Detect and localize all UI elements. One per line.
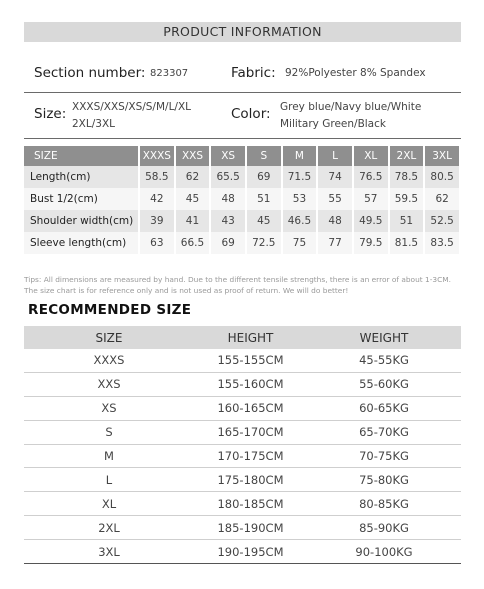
- size-chart-header: 2XL: [390, 146, 426, 166]
- table-cell: 155-155CM: [194, 349, 307, 372]
- size-chart-table: [24, 146, 461, 254]
- section-number-label: Section number:: [34, 65, 146, 81]
- table-cell: 76.5: [354, 166, 390, 188]
- color-value-line2: Military Green/Black: [280, 118, 386, 130]
- table-cell: 62: [425, 188, 461, 210]
- table-cell: 45-55KG: [307, 349, 461, 372]
- table-cell: 45: [176, 188, 212, 210]
- table-cell: 71.5: [283, 166, 319, 188]
- recommended-header: SIZE: [24, 326, 194, 349]
- table-cell: 70-75KG: [307, 444, 461, 468]
- table-cell: 90-100KG: [307, 540, 461, 564]
- size-chart-header: M: [283, 146, 319, 166]
- table-cell: 81.5: [390, 232, 426, 254]
- fabric-label: Fabric:: [231, 65, 276, 81]
- recommended-header-row: [24, 326, 461, 349]
- table-row: [24, 492, 461, 516]
- table-cell: 57: [354, 188, 390, 210]
- table-row: [24, 210, 461, 232]
- table-cell: 180-185CM: [194, 492, 307, 516]
- size-value-line2: 2XL/3XL: [72, 118, 115, 130]
- table-cell: 51: [247, 188, 283, 210]
- table-cell: 69: [247, 166, 283, 188]
- fabric-value: 92%Polyester 8% Spandex: [285, 67, 426, 79]
- table-cell: 69: [211, 232, 247, 254]
- table-cell: 74: [318, 166, 354, 188]
- table-cell: 77: [318, 232, 354, 254]
- table-cell: 80-85KG: [307, 492, 461, 516]
- table-cell: 165-170CM: [194, 420, 307, 444]
- table-cell: 63: [140, 232, 176, 254]
- size-chart-header: XS: [211, 146, 247, 166]
- table-cell: 83.5: [425, 232, 461, 254]
- table-cell: 48: [211, 188, 247, 210]
- table-cell: 75: [283, 232, 319, 254]
- table-row: [24, 372, 461, 396]
- table-cell: 62: [176, 166, 212, 188]
- table-cell: 190-195CM: [194, 540, 307, 564]
- table-cell: 52.5: [425, 210, 461, 232]
- product-info-banner: [24, 22, 461, 42]
- table-cell: 155-160CM: [194, 372, 307, 396]
- table-cell: 46.5: [283, 210, 319, 232]
- table-cell: 60-65KG: [307, 396, 461, 420]
- table-cell: 79.5: [354, 232, 390, 254]
- table-cell: 49.5: [354, 210, 390, 232]
- size-chart-header: 3XL: [425, 146, 461, 166]
- table-cell: 58.5: [140, 166, 176, 188]
- size-chart-header: L: [318, 146, 354, 166]
- table-cell: 175-180CM: [194, 468, 307, 492]
- table-cell: 53: [283, 188, 319, 210]
- table-row: [24, 232, 461, 254]
- recommended-size-title: RECOMMENDED SIZE: [28, 302, 192, 318]
- table-cell: M: [24, 444, 194, 468]
- recommended-header: HEIGHT: [194, 326, 307, 349]
- table-cell: 48: [318, 210, 354, 232]
- section-number-value: 823307: [150, 68, 189, 79]
- size-value-line1: XXXS/XXS/XS/S/M/L/XL: [72, 101, 191, 113]
- table-cell: S: [24, 420, 194, 444]
- info-row-section-fabric: [24, 54, 461, 93]
- table-cell: 170-175CM: [194, 444, 307, 468]
- table-cell: 65.5: [211, 166, 247, 188]
- row-label: Shoulder width(cm): [24, 210, 140, 232]
- table-row: [24, 444, 461, 468]
- table-cell: 43: [211, 210, 247, 232]
- table-cell: XXS: [24, 372, 194, 396]
- table-cell: 59.5: [390, 188, 426, 210]
- recommended-size-table: [24, 326, 461, 564]
- row-label: Length(cm): [24, 166, 140, 188]
- table-cell: 41: [176, 210, 212, 232]
- size-chart-header: S: [247, 146, 283, 166]
- table-cell: 160-165CM: [194, 396, 307, 420]
- color-value-line1: Grey blue/Navy blue/White: [280, 101, 422, 113]
- recommended-header: WEIGHT: [307, 326, 461, 349]
- size-label: Size:: [34, 106, 67, 122]
- table-cell: 55: [318, 188, 354, 210]
- page-title: PRODUCT INFORMATION: [163, 24, 322, 39]
- table-row: [24, 188, 461, 210]
- table-cell: 72.5: [247, 232, 283, 254]
- table-row: [24, 349, 461, 372]
- table-cell: 80.5: [425, 166, 461, 188]
- measurement-tips: Tips: All dimensions are measured by hand. Due to the different tensile strengths, there is an error of about 1-3CM. The size chart is for reference only and is not used as proof of return. We will do better!: [24, 275, 451, 295]
- table-cell: L: [24, 468, 194, 492]
- table-row: [24, 420, 461, 444]
- table-cell: 85-90KG: [307, 516, 461, 540]
- table-cell: XL: [24, 492, 194, 516]
- color-label: Color:: [231, 106, 271, 122]
- table-cell: 75-80KG: [307, 468, 461, 492]
- table-cell: 2XL: [24, 516, 194, 540]
- table-cell: 65-70KG: [307, 420, 461, 444]
- table-cell: 66.5: [176, 232, 212, 254]
- size-chart-header: XXS: [176, 146, 212, 166]
- row-label: Sleeve length(cm): [24, 232, 140, 254]
- table-cell: 55-60KG: [307, 372, 461, 396]
- info-row-size-color: [24, 92, 461, 139]
- size-chart-header: XL: [354, 146, 390, 166]
- table-cell: 51: [390, 210, 426, 232]
- row-label: Bust 1/2(cm): [24, 188, 140, 210]
- table-cell: XXXS: [24, 349, 194, 372]
- table-cell: 3XL: [24, 540, 194, 564]
- table-row: [24, 516, 461, 540]
- size-chart-header-row: [24, 146, 461, 166]
- table-cell: 78.5: [390, 166, 426, 188]
- table-cell: 39: [140, 210, 176, 232]
- table-cell: 42: [140, 188, 176, 210]
- table-row: [24, 166, 461, 188]
- table-row: [24, 540, 461, 564]
- table-cell: 45: [247, 210, 283, 232]
- table-cell: 185-190CM: [194, 516, 307, 540]
- size-chart-header: SIZE: [24, 146, 140, 166]
- table-cell: XS: [24, 396, 194, 420]
- size-chart-header: XXXS: [140, 146, 176, 166]
- table-row: [24, 468, 461, 492]
- table-row: [24, 396, 461, 420]
